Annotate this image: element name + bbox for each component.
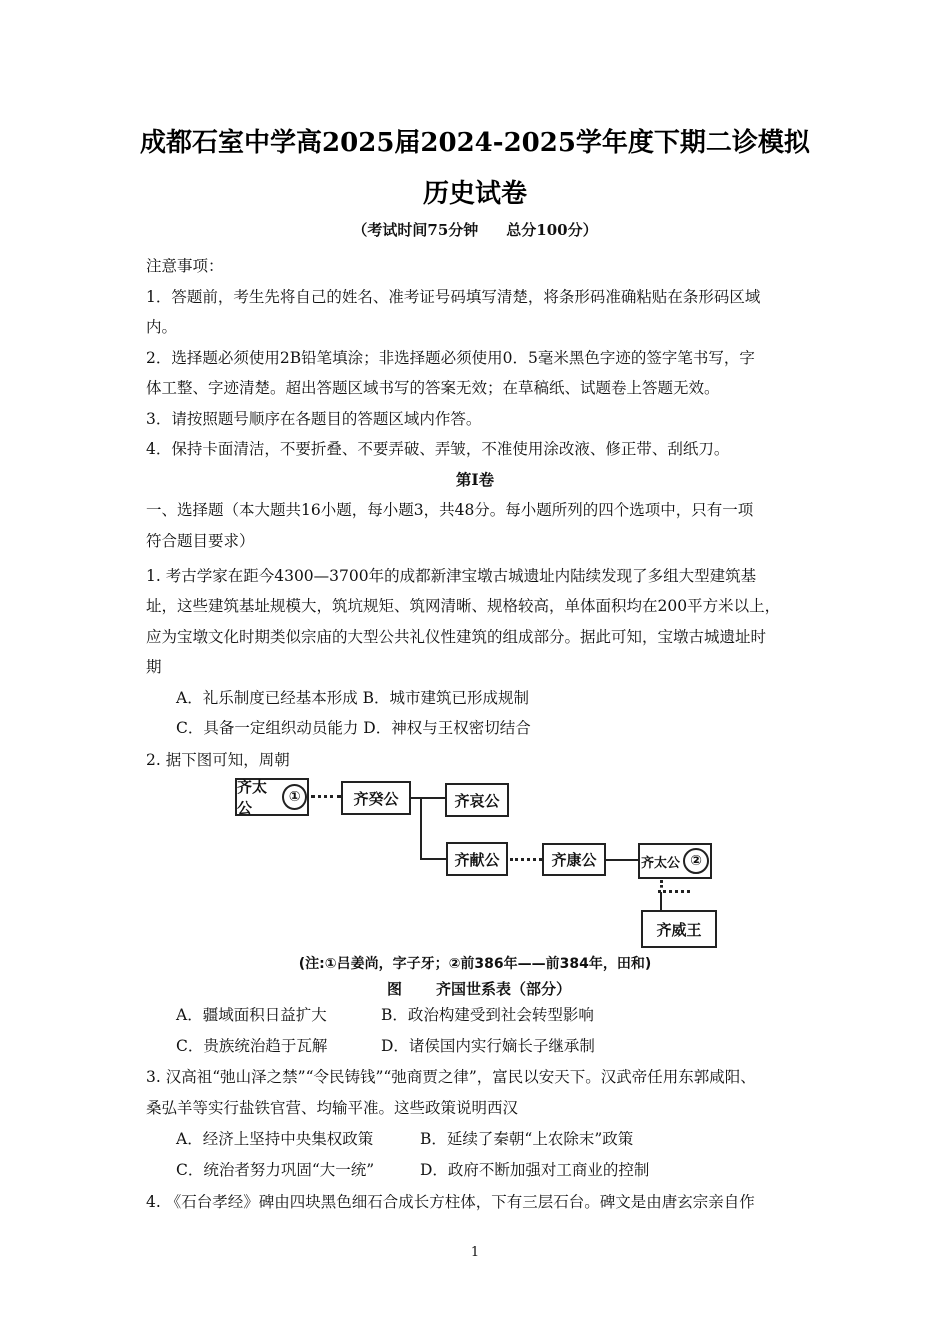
q1-line-4: 期	[146, 658, 162, 676]
q1-options-ab: A．礼乐制度已经基本形成 B．城市建筑已形成规制	[176, 689, 530, 707]
q1-line-2: 址，这些建筑基址规模大，筑坑规矩、筑网清晰、规格较高，单体面积均在200平方米以上，	[146, 597, 781, 615]
box-qiweiwang: 齐威王	[641, 910, 717, 948]
label-qitaigong-2: 齐太公	[640, 855, 680, 871]
line-kang-tai	[606, 859, 638, 861]
note-2b: 体工整、字迹清楚。超出答题区域书写的答案无效；在草稿纸、试题卷上答题无效。	[146, 379, 720, 397]
q3-option-d: D．政府不断加强对工商业的控制	[420, 1161, 650, 1179]
q4-line-1: 4. 《石台孝经》碑由四块黑色细石合成长方柱体，下有三层石台。碑文是由唐玄宗亲自作	[146, 1193, 755, 1211]
q2-option-d: D．诸侯国内实行嫡长子继承制	[381, 1037, 595, 1055]
circle-1-icon: ①	[282, 784, 307, 810]
q1-line-3: 应为宝墩文化时期类似宗庙的大型公共礼仪性建筑的组成部分。据此可知，宝墩古城遗址时	[146, 628, 767, 646]
exam-title: 成都石室中学高2025届2024-2025学年度下期二诊模拟	[140, 128, 810, 158]
notes-heading: 注意事项：	[146, 257, 224, 275]
q3-options-ab	[176, 1129, 633, 1149]
line-branch-xian	[420, 858, 446, 860]
q3-option-b: B．延续了秦朝“上农除末”政策	[420, 1130, 634, 1148]
caption-figure: 图	[387, 980, 403, 998]
box-qitaigong-1	[235, 778, 309, 816]
section-intro-1: 一、选择题（本大题共16小题，每小题3，共48分。每小题所列的四个选项中，只有一项	[146, 501, 754, 519]
q2-option-a: A．疆域面积日益扩大	[176, 1006, 327, 1024]
dotted-link-1	[311, 795, 341, 798]
q2-stem: 2. 据下图可知，周朝	[146, 751, 290, 769]
line-branch-vertical	[420, 797, 422, 859]
section-intro-2: 符合题目要求）	[146, 532, 255, 550]
q2-option-c: C．贵族统治趋于瓦解	[176, 1037, 328, 1055]
exam-score: 总分100分）	[506, 221, 598, 239]
diagram-note: (注:①吕姜尚，字子牙；②前386年——前384年，田和)	[298, 956, 652, 972]
q3-options-cd	[176, 1160, 649, 1180]
box-qiaigong: 齐哀公	[445, 783, 509, 817]
section-juan: 第Ⅰ卷	[455, 470, 495, 489]
note-3: 3．请按照题号顺序在各题目的答题区域内作答。	[146, 410, 482, 428]
q2-options-cd	[176, 1036, 595, 1056]
q3-line-2: 桑弘羊等实行盐铁官营、均输平准。这些政策说明西汉	[146, 1099, 519, 1117]
dotted-link-2	[510, 858, 542, 861]
q1-options-cd: C．具备一定组织动员能力 D．神权与王权密切结合	[176, 719, 531, 737]
box-qikanggong: 齐康公	[542, 843, 606, 876]
exam-info	[0, 219, 950, 240]
dotted-link-3	[658, 890, 690, 893]
circle-2-icon: ②	[683, 848, 709, 874]
line-gui-ai	[411, 797, 445, 799]
diagram-caption	[387, 978, 571, 999]
q3-option-a: A．经济上坚持中央集权政策	[176, 1130, 374, 1148]
q3-option-c: C．统治者努力巩固“大一统”	[176, 1161, 375, 1179]
exam-time: （考试时间75分钟	[352, 221, 479, 239]
box-qixiangong: 齐献公	[446, 842, 508, 876]
q2-option-b: B．政治构建受到社会转型影响	[381, 1006, 594, 1024]
page-number: 1	[470, 1245, 480, 1260]
note-1b: 内。	[146, 318, 178, 336]
q2-options-ab	[176, 1005, 594, 1025]
q3-line-1: 3. 汉高祖“弛山泽之禁”“令民铸钱”“弛商贾之律”，富民以安天下。汉武帝任用东郭咸阳、	[146, 1068, 756, 1086]
box-qiguigong: 齐癸公	[341, 781, 411, 815]
q1-line-1: 1. 考古学家在距今4300—3700年的成都新津宝墩古城遗址内陆续发现了多组大型建筑基	[146, 567, 757, 585]
box-qitaigong-2	[638, 843, 712, 879]
caption-text: 齐国世系表（部分）	[436, 980, 572, 998]
label-qitaigong-1: 齐太公	[237, 778, 268, 817]
line-to-weiwang	[660, 892, 662, 910]
dotted-link-3a	[660, 880, 663, 888]
note-2a: 2．选择题必须使用2B铅笔填涂；非选择题必须使用0．5毫米黑色字迹的签字笔书写，字	[146, 349, 755, 367]
note-1a: 1．答题前，考生先将自己的姓名、准考证号码填写清楚，将条形码准确粘贴在条形码区域	[146, 288, 761, 306]
note-4: 4．保持卡面清洁，不要折叠、不要弄破、弄皱，不准使用涂改液、修正带、刮纸刀。	[146, 440, 730, 458]
exam-subject: 历史试卷	[422, 179, 527, 209]
